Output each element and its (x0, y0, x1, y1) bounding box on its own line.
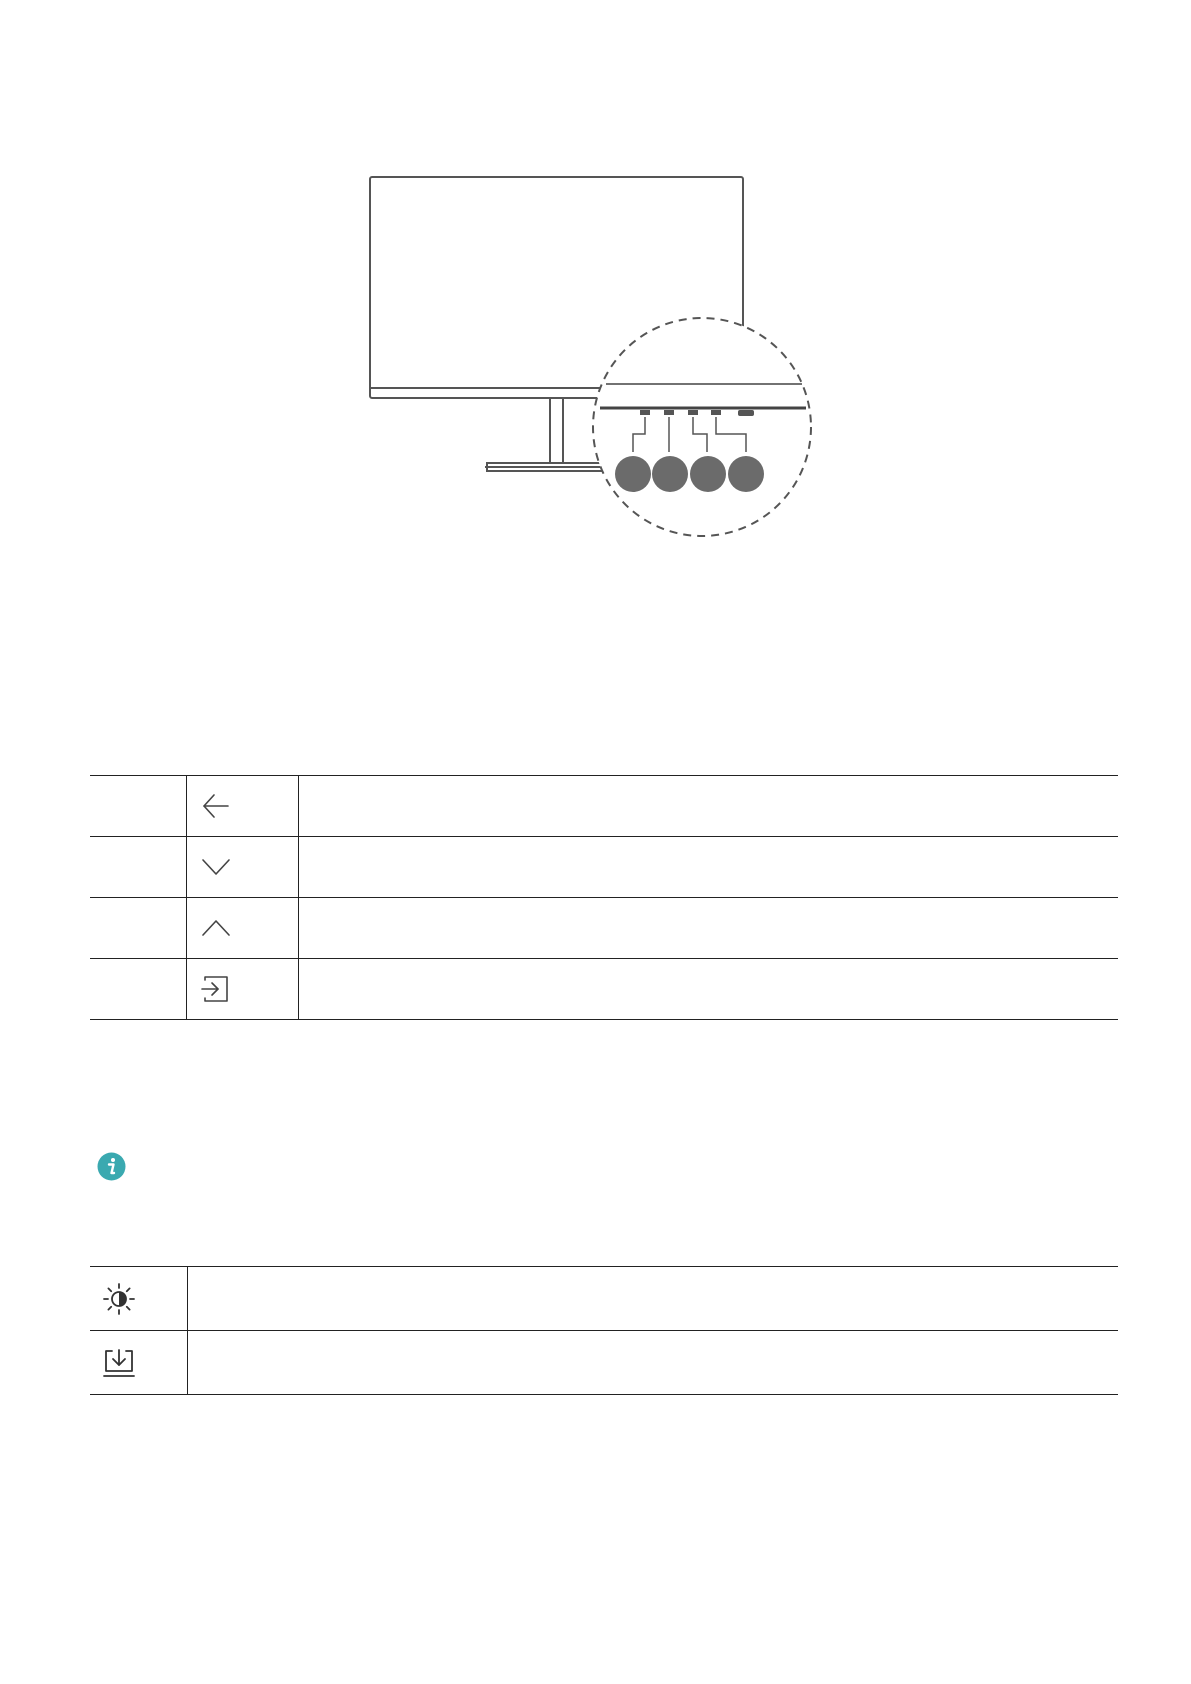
description-cell (187, 1267, 1118, 1331)
info-icon (97, 1152, 126, 1181)
callout-2 (652, 456, 688, 492)
table-row (90, 1331, 1118, 1395)
description-cell (299, 898, 1119, 959)
table-row (90, 1267, 1118, 1331)
icon-cell (90, 1331, 187, 1395)
monitor-power-button (738, 410, 754, 416)
description-cell (299, 959, 1119, 1020)
monitor-button-4 (711, 410, 721, 415)
monitor-button-2 (664, 410, 674, 415)
table-row (90, 959, 1118, 1020)
icon-cell (187, 898, 299, 959)
description-cell (187, 1331, 1118, 1395)
buttons-table (90, 775, 1118, 1020)
callout-4 (728, 456, 764, 492)
icon-cell (187, 837, 299, 898)
row-number-cell (90, 776, 187, 837)
input-download-icon (101, 1345, 137, 1381)
chevron-down-icon (199, 850, 233, 884)
description-cell (299, 837, 1119, 898)
row-number-cell (90, 898, 187, 959)
monitor-button-1 (640, 410, 650, 415)
arrow-left-icon (199, 789, 233, 823)
table-row (90, 898, 1118, 959)
callout-1 (615, 456, 651, 492)
table-row (90, 837, 1118, 898)
monitor-button-3 (688, 410, 698, 415)
table-row (90, 776, 1118, 837)
row-number-cell (90, 959, 187, 1020)
monitor-buttons-diagram (0, 0, 1191, 560)
brightness-icon (101, 1281, 137, 1317)
chevron-up-icon (199, 911, 233, 945)
icon-cell (187, 959, 299, 1020)
icon-cell (187, 776, 299, 837)
description-cell (299, 776, 1119, 837)
callout-3 (690, 456, 726, 492)
icon-cell (90, 1267, 187, 1331)
input-source-icon (199, 972, 233, 1006)
row-number-cell (90, 837, 187, 898)
shortcuts-table (90, 1266, 1118, 1395)
magnified-view (593, 318, 811, 536)
